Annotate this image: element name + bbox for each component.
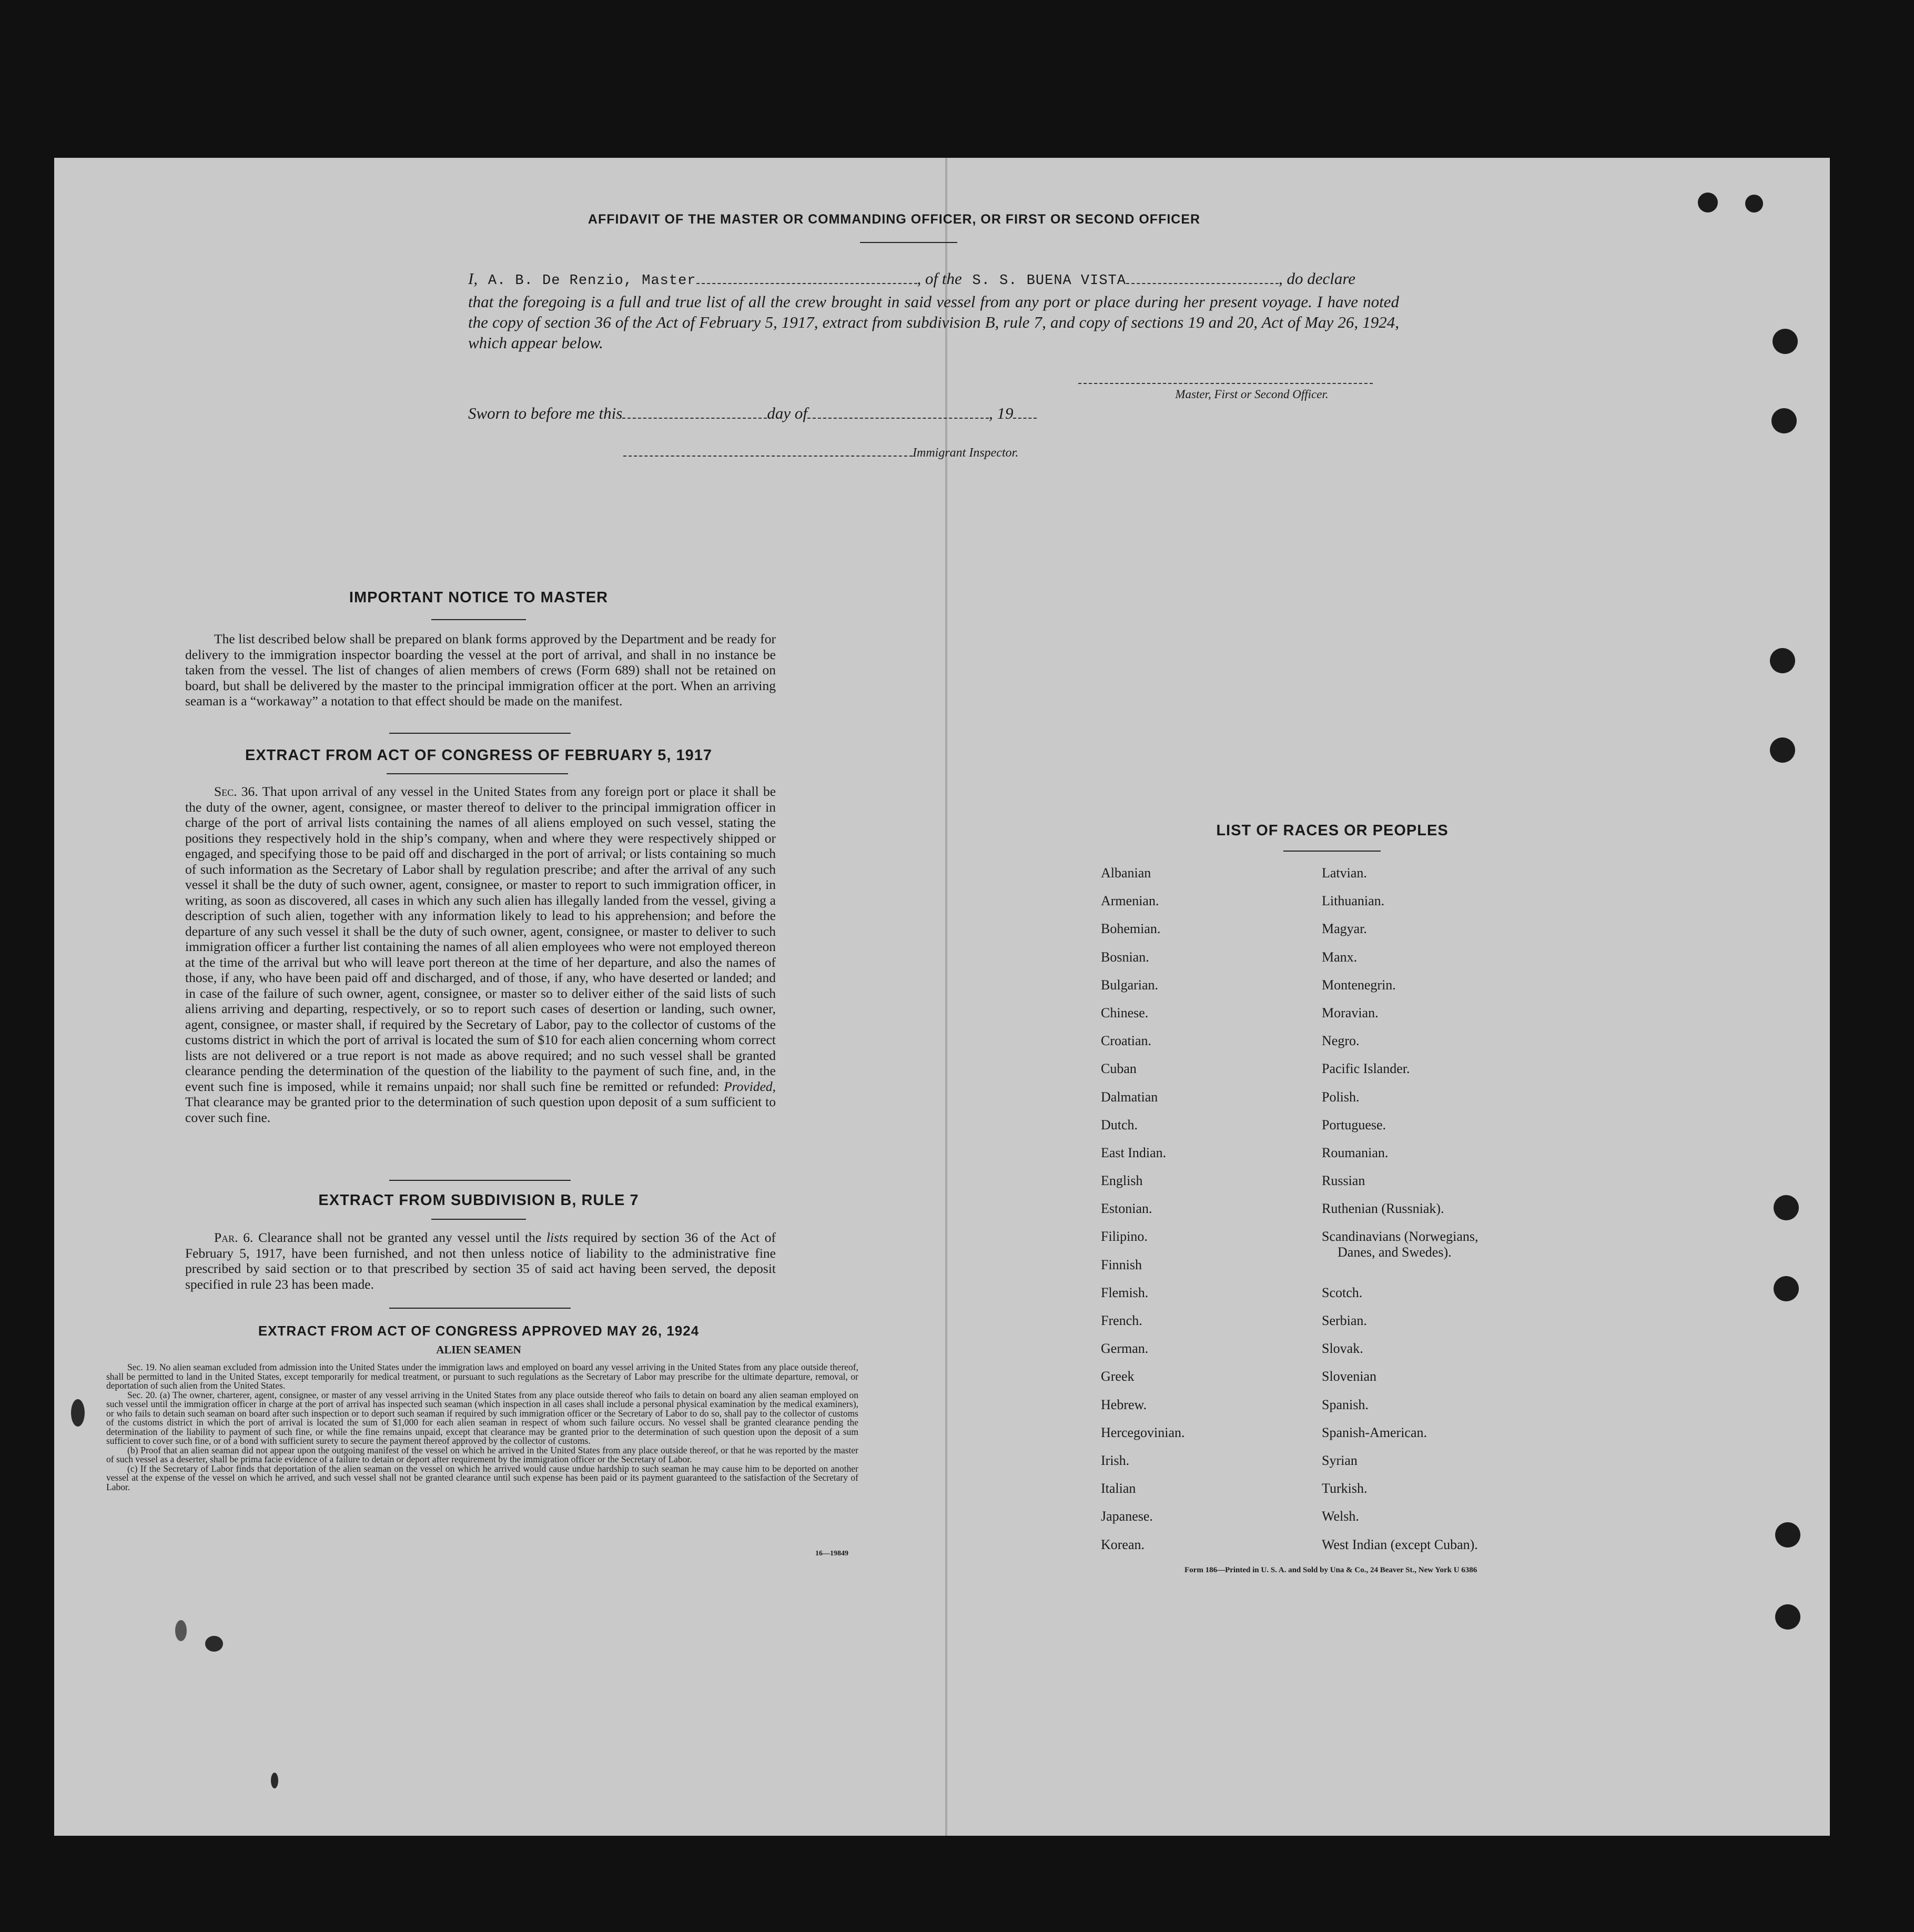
races-list xyxy=(1101,865,1558,1565)
race-right: Manx. xyxy=(1322,949,1358,965)
punch-hole xyxy=(1698,193,1718,213)
race-left: Bohemian. xyxy=(1101,921,1161,937)
race-left: English xyxy=(1101,1173,1143,1189)
punch-hole xyxy=(1770,648,1795,673)
ink-blot xyxy=(175,1620,187,1641)
race-left: Italian xyxy=(1101,1481,1136,1496)
ink-blot xyxy=(71,1399,85,1427)
race-left: East Indian. xyxy=(1101,1145,1167,1160)
race-right: Latvian. xyxy=(1322,865,1367,881)
race-left: Dalmatian xyxy=(1101,1089,1158,1105)
punch-hole xyxy=(1774,1276,1799,1301)
section-rule xyxy=(389,1180,571,1181)
race-left: Cuban xyxy=(1101,1061,1137,1077)
list-item xyxy=(1101,1285,1558,1313)
section-rule xyxy=(389,1308,571,1309)
list-item xyxy=(1101,1341,1558,1369)
extract-1924-title: EXTRACT FROM ACT OF CONGRESS APPROVED MAY 26, 1924 xyxy=(258,1323,700,1339)
notice-title: IMPORTANT NOTICE TO MASTER xyxy=(349,589,609,606)
race-left: Japanese. xyxy=(1101,1509,1153,1524)
of-the-label: , of the xyxy=(917,269,962,288)
master-name: A. B. De Renzio, Master xyxy=(488,273,696,289)
list-item xyxy=(1101,977,1558,1005)
list-item xyxy=(1101,1117,1558,1145)
list-item xyxy=(1101,1145,1558,1173)
sworn-line xyxy=(468,404,1037,423)
list-item xyxy=(1101,1229,1558,1260)
race-right: Montenegrin. xyxy=(1322,977,1396,993)
section-rule xyxy=(431,619,526,620)
race-right: Negro. xyxy=(1322,1033,1360,1049)
fill-line xyxy=(1013,406,1037,419)
list-item xyxy=(1101,1005,1558,1033)
fill-line xyxy=(807,406,989,419)
list-item xyxy=(1101,1201,1558,1229)
par-label: Par. 6. xyxy=(214,1230,254,1245)
race-left: Filipino. xyxy=(1101,1229,1148,1245)
races-title: LIST OF RACES OR PEOPLES xyxy=(1216,822,1449,839)
list-item xyxy=(1101,1369,1558,1397)
sworn-prefix: Sworn to before me this xyxy=(468,404,623,422)
list-item xyxy=(1101,1173,1558,1201)
race-right: Serbian. xyxy=(1322,1313,1367,1328)
lists-word: lists xyxy=(546,1230,569,1245)
race-right: Pacific Islander. xyxy=(1322,1061,1410,1077)
section-paragraph: Sec. 19. No alien seaman excluded from admission into the United States under the immigration laws and employed on board any vessel arriving in the United States from any place outside thereof, shall be permitted to land in the United States, except temporarily for medical treatment, or pursuant to such regulations as the Secretary of Labor may prescribe for the ultimate departure, removal, or deportation of such alien from the United States. xyxy=(106,1362,858,1391)
race-right: Slovenian xyxy=(1322,1369,1376,1384)
list-item xyxy=(1101,893,1558,921)
affidavit-title: AFFIDAVIT OF THE MASTER OR COMMANDING OFFICER, OR FIRST OR SECOND OFFICER xyxy=(588,212,1201,227)
rule7-body-a: Clearance shall not be granted any vessel until the xyxy=(258,1230,542,1245)
race-right: Slovak. xyxy=(1322,1341,1363,1357)
race-left: Armenian. xyxy=(1101,893,1159,909)
list-item xyxy=(1101,1033,1558,1061)
race-left: Albanian xyxy=(1101,865,1151,881)
race-left: Hebrew. xyxy=(1101,1397,1147,1412)
race-right: Moravian. xyxy=(1322,1005,1379,1020)
race-right: Ruthenian (Russniak). xyxy=(1322,1201,1444,1217)
fill-line xyxy=(623,448,913,457)
fill-line xyxy=(622,406,767,419)
section-body-end: That clearance may be granted prior to the determination of such question upon deposit of a sum sufficient to cover such fine. xyxy=(185,1094,776,1125)
list-item xyxy=(1101,1509,1558,1536)
list-item xyxy=(1101,1453,1558,1481)
race-left: Flemish. xyxy=(1101,1284,1149,1300)
list-item xyxy=(1101,1397,1558,1425)
inspector-line xyxy=(623,446,1018,460)
section-paragraph: Sec. 20. (a) The owner, charterer, agent, consignee, or master of any vessel arriving in the United States from any place outside thereof who fails to detain on board any alien seaman employed on such vessel until the immigration officer in charge at the port of arrival has inspected such seaman (which inspection in all cases shall include a personal physical examination by the medical examiners), or who fails to detain such seaman on board after such inspection or to deport such seaman if required by such immigration officer or the Secretary of Labor to do so, shall pay to the collector of customs of the customs district in which the port of arrival is located the sum of $1,000 for each alien seaman in respect of whom such failure occurs. No vessel shall be granted clearance pending the determination of the liability to payment of such fine, or while the fine remains unpaid, except that clearance may be granted prior to the determination of such question upon the deposit of a sum sufficient to cover such fine, or of a bond with sufficient surety to secure the payment thereof approved by the collector of customs. xyxy=(106,1389,858,1446)
punch-hole xyxy=(1770,737,1795,763)
race-right: Turkish. xyxy=(1322,1481,1368,1496)
title-rule xyxy=(860,242,957,243)
race-right: Roumanian. xyxy=(1322,1145,1389,1160)
extract-1917-text xyxy=(185,784,776,1125)
race-right: Portuguese. xyxy=(1322,1117,1386,1132)
signature-label: Master, First or Second Officer. xyxy=(1175,388,1329,401)
section-label: Sec. 36. xyxy=(214,784,258,799)
race-left: Irish. xyxy=(1101,1452,1130,1468)
race-right: Spanish-American. xyxy=(1322,1424,1427,1440)
punch-hole xyxy=(1775,1604,1800,1630)
race-right: West Indian (except Cuban). xyxy=(1322,1536,1478,1552)
race-right: Polish. xyxy=(1322,1089,1360,1105)
vessel-name: S. S. BUENA VISTA xyxy=(972,273,1126,289)
punch-hole xyxy=(1775,1522,1800,1547)
provided-word: Provided, xyxy=(724,1078,776,1094)
alien-seamen-subtitle: ALIEN SEAMEN xyxy=(436,1343,521,1356)
race-left: Croatian. xyxy=(1101,1033,1152,1049)
sworn-year: , 19 xyxy=(988,404,1014,422)
section-rule xyxy=(431,1219,526,1220)
list-item xyxy=(1101,921,1558,949)
race-left: French. xyxy=(1101,1313,1142,1328)
fill-line xyxy=(696,271,917,284)
signature-line xyxy=(1078,383,1373,384)
race-left: Dutch. xyxy=(1101,1117,1138,1132)
race-left: Bulgarian. xyxy=(1101,977,1159,993)
sworn-day: day of xyxy=(767,404,807,422)
race-right-line2: Danes, and Swedes). xyxy=(1338,1245,1452,1260)
section-paragraph: (b) Proof that an alien seaman did not appear upon the outgoing manifest of the vessel on which he arrived in the United States from any place outside thereof, or that he was reported by the master of such vessel as a deserter, shall be prima facie evidence of a failure to detain or deport after requirement by the immigration officer or the Secretary of Labor. xyxy=(106,1444,858,1464)
ink-blot xyxy=(271,1773,278,1788)
form-number: 16—19849 xyxy=(815,1550,848,1557)
list-item xyxy=(1101,1537,1558,1565)
race-left: Chinese. xyxy=(1101,1005,1149,1020)
declaration-prefix: I, xyxy=(468,269,478,288)
race-left: German. xyxy=(1101,1341,1149,1357)
list-item xyxy=(1101,1089,1558,1117)
rule7-text xyxy=(185,1230,776,1292)
declaration xyxy=(468,268,1399,353)
race-left: Korean. xyxy=(1101,1536,1145,1552)
section-rule xyxy=(389,733,571,734)
rule7-body-b: required by section 36 of the Act of February 5, 1917, have been furnished, and not then unless notice of liability to the administrative fine prescribed by said section or to that prescribed by section 35 of said act having been served, the deposit specified in rule 23 has been made. xyxy=(185,1230,776,1292)
section-body: That upon arrival of any vessel in the United States from any foreign port or place it shall be the duty of the owner, agent, consignee, or master thereof to deliver to the principal immigration officer in charge of the port of arrival lists containing the names of all aliens employed on such vessel, stating the positions they respectively hold in the ship’s company, when and where they were respectively shipped or engaged, and specifying those to be paid off and discharged in the port of arrival; or lists containing so much of such information as the Secretary of Labor shall by regulation prescribe; and after the arrival of any such vessel it shall be the duty of such owner, agent, consignee, or master to report to such immigration officer, in writing, as soon as discovered, all cases in which any such alien has illegally landed from the vessel, giving a description of such alien, together with any information likely to lead to his apprehension; and before the departure of any such vessel it shall be the duty of such owner, agent, consignee, or master to deliver to such immigration officer a further list containing the names of all alien employees who were not employed thereon at the time of the arrival but who will leave port thereon at the time of her departure, and also the names of those, if any, who have been paid off and discharged, and of those, if any, who have deserted or landed; and in case of the failure of such owner, agent, consignee, or master so to deliver either of the said lists of such aliens arriving and departing, respectively, or so to report such cases of desertion or landing, such owner, agent, consignee, or master shall, if required by the Secretary of Labor, pay to the collector of customs of the customs district in which the port of arrival is located the sum of $10 for each alien concerning whom correct lists are not delivered or a true report is not made as above required; and no such vessel shall be granted clearance pending the determination of the question of the liability to the payment of such fine, and, in the event such fine is imposed, while it remains unpaid; nor shall such fine be remitted or refunded: xyxy=(185,784,776,1094)
race-left: Estonian. xyxy=(1101,1201,1152,1217)
punch-hole xyxy=(1774,1195,1799,1220)
race-right: Spanish. xyxy=(1322,1397,1369,1412)
list-item xyxy=(1101,1061,1558,1089)
section-paragraph: (c) If the Secretary of Labor finds that deportation of the alien seaman on the vessel on which he arrived would cause undue hardship to such seaman he may cause him to be deported on another vessel at the expense of the vessel on which he arrived, and such vessel shall not be granted clearance until such expense has been paid or its payment guaranteed to the satisfaction of the Secretary of Labor. xyxy=(106,1463,858,1492)
race-right xyxy=(1322,1229,1543,1260)
race-left: Greek xyxy=(1101,1369,1135,1384)
section-rule xyxy=(387,773,568,774)
race-right: Scotch. xyxy=(1322,1284,1363,1300)
race-right: Magyar. xyxy=(1322,921,1367,937)
declaration-text: that the foregoing is a full and true list of all the crew brought in said vessel from any port or place during her present voyage. I have noted the copy of section 36 of the Act of February 5, 1917, extract from subdivision B, rule 7, and copy of sections 19 and 20, Act of May 26, 1924, which appear below. xyxy=(468,292,1399,352)
race-right: Lithuanian. xyxy=(1322,893,1385,909)
ink-blot xyxy=(205,1636,223,1652)
extract-1924-body xyxy=(106,1363,858,1492)
section-rule xyxy=(1283,851,1381,852)
race-right-line1: Scandinavians (Norwegians, xyxy=(1322,1229,1478,1245)
race-right: Russian xyxy=(1322,1173,1365,1189)
race-left: Hercegovinian. xyxy=(1101,1424,1185,1440)
printer-note: Form 186—Printed in U. S. A. and Sold by Una & Co., 24 Beaver St., New York U 6386 xyxy=(1184,1566,1477,1574)
list-item xyxy=(1101,1425,1558,1453)
punch-hole xyxy=(1745,195,1763,213)
list-item xyxy=(1101,949,1558,977)
punch-hole xyxy=(1771,408,1797,433)
race-left: Finnish xyxy=(1101,1257,1142,1272)
race-right: Welsh. xyxy=(1322,1509,1359,1524)
list-item xyxy=(1101,1257,1558,1285)
list-item xyxy=(1101,1313,1558,1341)
extract-1917-title: EXTRACT FROM ACT OF CONGRESS OF FEBRUARY 5, 1917 xyxy=(245,747,713,764)
race-right: Syrian xyxy=(1322,1452,1358,1468)
fill-line xyxy=(1126,271,1279,284)
do-declare-label: , do declare xyxy=(1278,269,1356,288)
list-item xyxy=(1101,1481,1558,1509)
race-left: Bosnian. xyxy=(1101,949,1149,965)
punch-hole xyxy=(1773,329,1798,354)
list-item xyxy=(1101,865,1558,893)
rule7-title: EXTRACT FROM SUBDIVISION B, RULE 7 xyxy=(318,1192,639,1209)
notice-text: The list described below shall be prepared on blank forms approved by the Department and be ready for delivery to the immigration inspector boarding the vessel at the port of arrival, and shall in no instance be taken from the vessel. The list of changes of alien members of crews (Form 689) shall not be retained on board, but shall be delivered by the master to the principal immigration officer at the port. When an arriving seaman is a “workaway” a notation to that effect should be made on the manifest. xyxy=(185,631,776,709)
inspector-label: Immigrant Inspector. xyxy=(913,446,1019,460)
